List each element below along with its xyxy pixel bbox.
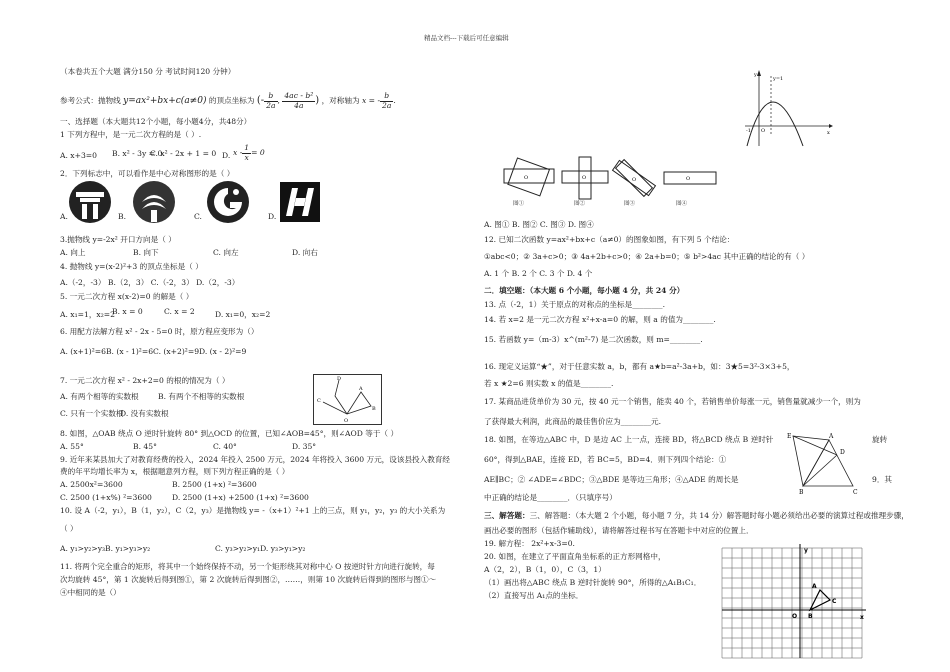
section-1-title: 一、选择题（本大题共12个小题，每小题4分，共48分） [60,117,252,126]
q2-stem: 2．下列标志中，可以看作是中心对称图形的是（ ） [60,169,235,178]
q1-option-a: A. x+3=0 [60,151,97,160]
q5-option-b: B. x = 0 [112,307,143,316]
q4-options: A.（-2，-3） B.（2，3） C.（-2，3） D.（2，-3） [60,278,240,287]
reference-formula: 参考公式：抛物线 y=ax²+bx+c(a≠0) 的顶点坐标为 (- $\frac{b}{2a}$ , $\frac{\text{4ac - b²}}{4a}$ ) ，对称轴为 x = - $\frac{b}{2a}$ . [60,91,396,110]
logo-b-icon [132,180,176,224]
q10-stem-2: （ ） [60,524,78,533]
q16-line-2: 若 x ★2=6 则实数 x 的值是________. [484,379,614,388]
grid-origin-label: O [792,613,798,620]
q8-option-c: C. 40° [213,442,237,451]
point-a-label: A [812,583,817,590]
q1-option-d-expr: x - $\frac{1}{x}$ = 0 [233,143,265,162]
q11-stem-3: ④中相同的是（） [60,588,121,597]
q2-option-d: D. [268,212,277,221]
svg-text:B: B [372,406,376,412]
q8-figure [313,374,383,426]
svg-text:D: D [840,449,845,456]
svg-text:y: y [754,72,757,78]
q11-stem-2: 次均旋转 45°，第 1 次旋转后得到图①，第 2 次旋转后得到图②，……，则第 10 次旋转后得到的图形与图①～ [60,575,437,584]
q3-option-d: D. 向右 [292,248,318,257]
q7-option-c: C. 只有一个实数根 [60,409,124,418]
q20-line-4: （2）直接写出 A₁点的坐标． [484,591,584,600]
page-header: 精品文档---下载后可任意编辑 [424,34,509,42]
section-2-title: 二．填空题：（本大题 6 个小题，每小题 4 分，共 24 分） [484,286,685,295]
grid-y-label: y [804,547,808,554]
q5-option-d: D. x₁=0，x₂=2 [215,310,271,319]
q8-option-b: B. 45° [133,442,157,451]
q14: 14. 若 x=2 是一元二次方程 x²+x-a=0 的解，则 a 的值为________. [484,315,716,324]
svg-text:O: O [761,128,766,134]
q1-option-c: C. x² - 2x + 1 = 0 [150,149,217,158]
svg-text:x: x [827,130,830,136]
svg-text:C: C [853,489,858,496]
q11-fig2-label: 图② [574,201,586,207]
q5-stem: 5. 一元二次方程 x(x-2)=0 的解是（ ） [60,292,194,301]
q11-options: A. 图① B. 图② C. 图③ D. 图④ [484,220,594,229]
q12-parabola-graph [743,70,833,148]
svg-text:O: O [582,175,587,181]
q9-option-b: B. 2500 (1+x) ²=3600 [172,480,257,489]
q19: 19. 解方程： 2x²+x-3=0. [484,539,575,548]
svg-text:O: O [686,176,691,182]
q5-option-c: C. x = 2 [164,307,195,316]
q18-line-1b: 旋转 [872,435,888,444]
point-c-label: C [832,598,837,605]
exam-info: （本卷共五个大题 满分150 分 考试时间120 分钟） [60,67,236,76]
q18-figure [785,430,865,496]
svg-text:A: A [829,433,834,440]
svg-text:D: D [337,376,342,382]
logo-a-icon [68,180,112,224]
q20-coordinate-grid [716,542,866,670]
q2-option-a: A. [60,212,68,221]
q9-option-a: A. 2500x²=3600 [60,480,123,489]
q2-option-c: C. [194,212,202,221]
logo-c-icon [206,180,250,224]
q10-options-ab: A. y₁>y₂>y₃B. y₁>y₃>y₂ [60,544,151,553]
q7-option-a: A. 有两个相等的实数根 [60,392,139,401]
q8-option-a: A. 55° [60,442,84,451]
point-b-label: B [808,613,813,620]
q9-option-d: D. 2500 (1+x) +2500 (1+x) ²=3600 [172,493,309,502]
q1-option-b: B. x² - 3y = 0 [112,149,163,158]
q3-option-a: A. 向上 [60,248,86,257]
grid-x-label: x [860,614,864,621]
q9-option-c: C. 2500 (1+x%) ²=3600 [60,493,152,502]
q2-option-b: B. [118,212,126,221]
q12-options: A. 1 个 B. 2 个 C. 3 个 D. 4 个 [484,269,593,278]
q6-options: A. (x+1)²=6B. (x - 1)²=6C. (x+2)²=9D. (x - 2)²=9 [60,347,247,356]
q16-line-1: 16. 现定义运算“★”，对于任意实数 a，b，都有 a★b=a²-3a+b，如：3★5=3²-3×3+5， [484,362,795,371]
q11-stem-1: 11. 将两个完全重合的矩形，将其中一个始终保持不动，另一个矩形绕其对称中心 O 按逆时针方向进行旋转，每 [60,562,435,571]
svg-text:C: C [317,398,321,404]
q7-option-d: D. 没有实数根 [120,409,169,418]
q1-stem: 1 下列方程中，是一元二次方程的是（ ）. [60,130,202,139]
svg-text:O: O [632,177,637,183]
q10-options-cd: C. y₃>y₂>y₁D. y₃>y₁>y₂ [215,544,306,553]
q9-stem-2: 费的年平均增长率为 x，根据题意列方程，则下列方程正确的是（ ） [60,467,290,476]
q8-option-d: D. 35° [292,442,317,451]
svg-text:O: O [344,418,349,424]
q18-line-1: 18. 如图，在等边△ABC 中，D 是边 AC 上一点，连接 BD，将△BCD 绕点 B 逆时针 [484,435,774,444]
q18-line-4: 中正确的结论是________．（只填序号） [484,493,617,502]
svg-text:y=1: y=1 [773,76,784,82]
q4-stem: 4. 抛物线 y=(x-2)²+3 的顶点坐标是（ ） [60,262,203,271]
q11-figure-3 [610,155,658,203]
q10-stem-1: 10. 设 A（-2，y₁），B（1，y₂），C（2，y₃）是抛物线 y= -（x+1）²+1 上的三点，则 y₁，y₂，y₃ 的大小关系为 [60,506,446,515]
q20-line-3: （1）画出将△ABC 绕点 B 逆时针旋转 90°，所得的△A₁B₁C₁． [484,578,702,587]
q5-option-a: A. x₁=1，x₂=2 [60,310,115,319]
q20-line-1: 20. 如图，在建立了平面直角坐标系的正方形网格中， [484,552,666,561]
svg-text:-1: -1 [746,128,751,134]
q7-option-b: B. 有两个不相等的实数根 [158,392,245,401]
svg-text:O: O [524,175,529,181]
q11-fig4-label: 图④ [676,201,688,207]
q3-option-b: B. 向下 [133,248,159,257]
q3-stem: 3.抛物线 y=-2x² 开口方向是（ ） [60,235,176,244]
q9-stem-1: 9. 近年来某县加大了对教育经费的投入，2024 年投入 2500 万元，2024 年将投入 3600 万元，设该县投入教育经 [60,455,451,464]
q11-fig1-label: 图① [513,201,525,207]
logo-d-icon [280,182,320,222]
q12-items: ①abc<0；② 3a+c>0；③ 4a+2b+c>0；④ 2a+b=0；⑤ b²>4ac 其中正确的结论的有（ ） [484,252,810,261]
q6-stem: 6. 用配方法解方程 x² - 2x - 5=0 时，原方程应变形为（） [60,327,259,336]
q17-line-2: 了获得最大利润，此商品的最佳售价应为________元. [484,417,662,426]
q8-stem: 8. 如图，△OAB 绕点 O 逆时针旋转 80° 到△OCD 的位置，已知∠AOB=45°，则∠AOD 等于（ ） [60,429,399,438]
q13: 13. 点（-2，1）关于原点的对称点的坐标是________. [484,300,666,309]
section-3-title: 三、解答题：三、解答题：（本大题 2 个小题，每小题 7 分，共 14 分）解答题时每小题必须给出必要的演算过程或推理步骤， [484,511,909,520]
q11-figure-1 [500,155,558,203]
q18-line-2: 60°，得到△BAE，连接 ED，若 BC=5，BD=4．则下列四个结论：① [484,455,727,464]
svg-text:A: A [359,386,363,392]
q15: 15. 若函数 y=（m-3）x^(m²-7) 是二次函数，则 m=________. [484,335,703,344]
q11-fig3-label: 图③ [624,201,636,207]
q12-stem: 12. 已知二次函数 y=ax²+bx+c（a≠0）的图象如图，有下列 5 个结论： [484,235,735,244]
svg-text:B: B [799,489,804,496]
svg-text:E: E [787,433,792,440]
q11-figure-4 [662,163,718,193]
q18-line-3b: 9．其 [872,475,893,484]
q11-figure-2 [560,155,610,203]
q17-line-1: 17. 某商品进货单价为 30 元，按 40 元一个销售，能卖 40 个，若销售单价每涨一元，销售量就减少一个，则为 [484,397,861,406]
q3-option-c: C. 向左 [213,248,239,257]
q20-line-2: A（2，2），B（1，0），C（3，1） [484,565,606,574]
q1-option-d: D. [222,151,231,160]
q18-line-3: AE∥BC；② ∠ADE=∠BDC；③△BDE 是等边三角形；④△ADE 的周长是 [484,475,739,484]
q7-stem: 7. 一元二次方程 x² - 2x+2=0 的根的情况为（ ） [60,376,230,385]
section-3-line-2: 画出必要的图形（包括作辅助线），请将解答过程书写在答题卡中对应的位置上． [484,526,754,535]
